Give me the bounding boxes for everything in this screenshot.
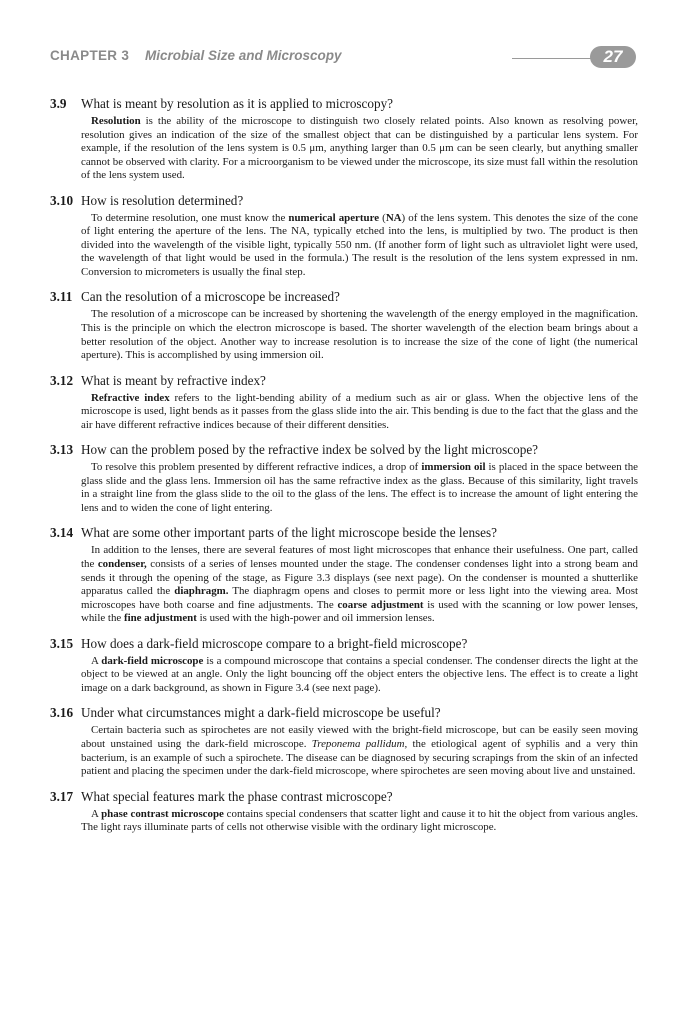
qa-item [50, 789, 638, 835]
question-text: What is meant by refractive index? [81, 372, 266, 388]
page-number-badge: 27 [590, 46, 636, 68]
question-text: Under what circumstances might a dark-field microscope be useful? [81, 705, 441, 721]
answer-segment: the etiological agent of syphilis and a very thin bacterium, is an example of such a spirochete. The disease can be diagnosed by securing scrapings from the skin of an infected patient and placing the specimen under the dark-field microscope, where spirochetes are seen moving about live and unstained. [81, 737, 638, 778]
question-number: 3.12 [50, 372, 74, 388]
question-number: 3.15 [50, 635, 74, 651]
question-text: What special features mark the phase contrast microscope? [81, 788, 393, 804]
bold-term: fine adjustment [123, 612, 197, 625]
bold-term: condenser, [97, 558, 147, 571]
answer-segment: is placed in the space between the glass slide and the glass lens. Immersion oil has the same refractive index as the glass. Because of this similarity, light travels in a straight line from the glass slide to the oil to the glass of the lens. The effect is to increase the amount of light entering the lens and to widen the cone of light entering. [81, 461, 638, 514]
answer-text [81, 655, 638, 696]
question-text: What are some other important parts of the light microscope beside the lenses? [81, 525, 498, 541]
qa-item [50, 96, 638, 183]
answer-segment: In addition to the lenses, there are several features of most light microscopes that enhance their usefulness. One part, called the [81, 544, 638, 571]
answer-segment: contains special condensers that scatter light and cause it to hit the object from various angles. The light rays illuminate parts of cells not otherwise visible with the ordinary light microscope. [81, 807, 639, 834]
question-number: 3.16 [50, 705, 74, 721]
answer-text [81, 808, 638, 835]
answer-text [81, 392, 638, 433]
answer-segment: is a compound microscope that contains a special condenser. The condenser directs the light at the object to be viewed at an angle. Only the light bouncing off the object enters the objective lens. The effect is to create a light image on a dark background, as shown in Figure 3.4 (see next page). [81, 654, 639, 694]
question-number: 3.14 [50, 525, 74, 541]
answer-segment: To resolve this problem presented by different refractive indices, a drop of [91, 461, 422, 474]
answer-segment: is the ability of the microscope to distinguish two closely related points. Also known as resolving power, resolution gives an indication of the size of the smallest object that can be distinguished by a particular lens system. For example, if the resolution of the lens system is 0.5 μm, anything larger than 0.5 μm can be seen clearly, but anything smaller cannot be observed with clarity. For a microorganism to be viewed under the microscope, its size must fall within the resolution of the lens system used. [81, 115, 638, 182]
running-header [50, 46, 640, 70]
question [50, 636, 638, 652]
question-number: 3.9 [50, 96, 67, 111]
answer-text [81, 308, 638, 362]
qa-item [50, 193, 638, 280]
question-text: Can the resolution of a microscope be increased? [81, 289, 340, 305]
qa-item [50, 289, 638, 362]
qa-list [50, 96, 638, 845]
question-number: 3.17 [50, 788, 74, 804]
qa-item [50, 442, 638, 515]
qa-item [50, 636, 638, 696]
question [50, 525, 638, 541]
answer-text [81, 461, 638, 515]
bold-term: coarse adjustment [337, 598, 424, 611]
answer-text [81, 212, 638, 280]
question [50, 193, 638, 209]
answer-segment: is used with the scanning or low power lenses, while the [81, 598, 639, 625]
question [50, 789, 638, 805]
answer-text [81, 115, 638, 183]
question-text: How does a dark-field microscope compare to a bright-field microscope? [81, 635, 468, 651]
answer-segment: ( [379, 211, 386, 224]
bold-term: Resolution [91, 115, 141, 127]
question-text: How is resolution determined? [81, 192, 244, 208]
answer-segment: To determine resolution, one must know the [91, 211, 289, 224]
question [50, 705, 638, 721]
answer-segment: consists of a series of lenses mounted under the stage. The condenser condenses light into a strong beam and sends it through the opening of the stage, as Figure 3.3 displays (see next page). On the condenser is mounted a shutterlike apparatus called the [81, 558, 639, 598]
question-number: 3.11 [50, 289, 73, 305]
answer-segment: A [91, 654, 102, 667]
bold-term: numerical aperture [288, 211, 380, 224]
answer-text [81, 724, 638, 778]
qa-item [50, 705, 638, 778]
answer-segment: A [91, 807, 102, 820]
bold-term: NA [385, 211, 402, 224]
question-number: 3.10 [50, 192, 74, 208]
question [50, 373, 638, 389]
chapter-title: Microbial Size and Microscopy [145, 48, 342, 63]
answer-segment: is used with the high-power and oil immersion lenses. [196, 612, 435, 625]
bold-term: dark-field microscope [101, 654, 204, 667]
answer-segment: The resolution of a microscope can be increased by shortening the wavelength of the energy employed in the magnification. This is the principle on which the electron microscope is based. The shorter wavelength of the election beam brings about a better resolution of the object. Another way to increase resolution is to increase the size of the cone of light (the numerical aperture). This is accomplished by using immersion oil. [81, 308, 638, 362]
bold-term: Refractive index [91, 391, 170, 404]
question-number: 3.13 [50, 442, 74, 458]
bold-term: diaphragm. [174, 585, 229, 598]
answer-segment: ) of the lens system. This denotes the size of the cone of light entering the aperture of the lens. The NA, typically etched into the lens, is multiplied by two. The product is then divided into the wavelength of the visible light, typically 550 nm. (If another form of light such as ultraviolet light were used, the wavelength of that light would be used in the formula.) The result is the resolution of the lens system expressed in nm. Conversion to micrometers is usually the final step. [81, 211, 638, 278]
italic-term: Treponema pallidum, [311, 737, 408, 750]
bold-term: immersion oil [421, 461, 486, 474]
question [50, 442, 638, 458]
chapter-label: CHAPTER 3 [50, 48, 130, 63]
qa-item [50, 525, 638, 625]
qa-item [50, 373, 638, 433]
bold-term: phase contrast microscope [101, 807, 224, 820]
question [50, 289, 638, 305]
question-text: How can the problem posed by the refractive index be solved by the light microscope? [81, 442, 539, 458]
header-rule [512, 58, 592, 59]
answer-segment: The diaphragm opens and closes to permit more or less light into the viewing area. Most microscopes have both coarse and fine adjustments. The [81, 585, 638, 611]
answer-segment: Certain bacteria such as spirochetes are not easily viewed with the bright-field microscope, but can be easily seen moving about unstained using the dark-field microscope. [81, 724, 638, 750]
answer-segment: refers to the light-bending ability of a medium such as air or glass. When the objective lens of the microscope is used, light bends as it passes from the glass slide into the air. This bending is due to the fact that the glass and the air have different refractive indices because of their different densities. [81, 391, 638, 431]
question [50, 96, 638, 112]
answer-text [81, 544, 638, 625]
question-text: What is meant by resolution as it is applied to microscopy? [81, 96, 394, 111]
